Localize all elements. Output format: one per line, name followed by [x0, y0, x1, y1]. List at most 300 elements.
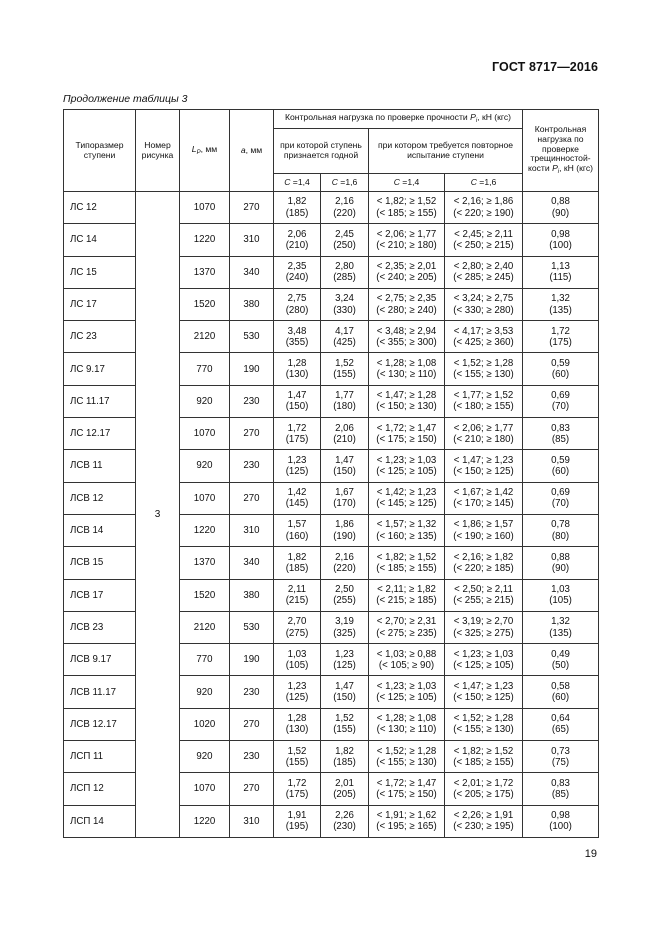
- crack-load-cell-kn: 1,32: [551, 616, 570, 628]
- crack-load-cell-kgf: (60): [551, 692, 570, 704]
- lp-cell: [180, 418, 230, 450]
- strength-load-prefix: Контрольная нагрузка по проверке прочности: [284, 112, 471, 123]
- step-size-cell: [64, 611, 136, 643]
- crack-load-cell: [523, 676, 599, 708]
- c14-accepted-cell-kn: 1,82: [287, 551, 307, 563]
- c14-accepted-cell-kn: 1,23: [287, 454, 307, 466]
- c14-retest-cell: [369, 741, 445, 773]
- c16-retest-cell: [445, 741, 523, 773]
- c16-accepted-cell-kgf: (210): [333, 433, 356, 445]
- c16-accepted-cell-kn: 1,52: [335, 713, 354, 725]
- c14-accepted-cell-kgf: (185): [285, 207, 309, 219]
- c16-retest-cell-kgf: (< 250; ≥ 215): [453, 239, 514, 251]
- c16-retest-cell-kgf: (< 285; ≥ 245): [453, 272, 514, 284]
- crack-load-cell: [523, 805, 599, 837]
- a-cell-value: 270: [243, 428, 260, 440]
- c16-accepted-cell-kn: 2,16: [335, 196, 354, 208]
- lp-cell: [180, 611, 230, 643]
- step-size-cell: [64, 514, 136, 546]
- step-size-cell: [64, 579, 136, 611]
- c14-retest-cell: [369, 288, 445, 320]
- c14-accepted-cell-kn: 1,52: [287, 745, 307, 757]
- c14-accepted-cell-kn: 1,28: [287, 713, 307, 725]
- c16-accepted-cell-kgf: (180): [333, 401, 356, 413]
- c16-accepted-cell-kgf: (220): [333, 562, 356, 574]
- step-size-cell: [64, 805, 136, 837]
- lp-cell-value: 1220: [193, 525, 216, 537]
- c16-accepted-cell-kn: 1,23: [335, 648, 354, 660]
- c16-retest-cell-kn: < 2,16; ≥ 1,86: [453, 196, 514, 208]
- c14-retest-cell-kgf: (< 155; ≥ 130): [376, 756, 437, 768]
- c16-accepted-cell-kn: 2,26: [335, 810, 354, 822]
- c16-accepted-cell: [321, 385, 369, 417]
- c16-accepted-cell-kn: 2,16: [335, 551, 354, 563]
- c14-retest-cell: [369, 418, 445, 450]
- c16-accepted-cell: [321, 450, 369, 482]
- c14-accepted-cell-kn: 2,11: [287, 584, 307, 596]
- step-size-cell-value: ЛСП 14: [70, 815, 104, 827]
- c16-accepted-cell-kgf: (170): [333, 498, 356, 510]
- c16-accepted-cell-kn: 3,19: [335, 616, 354, 628]
- step-size-cell-value: ЛСВ 9.17: [70, 654, 112, 666]
- crack-load-symbol: P: [552, 163, 558, 174]
- c16-retest-cell-kn: < 2,06; ≥ 1,77: [453, 422, 514, 434]
- step-size-cell-value: ЛС 12: [70, 202, 97, 214]
- c14-retest-cell: [369, 353, 445, 385]
- crack-load-cell-kgf: (75): [551, 756, 570, 768]
- crack-load-cell-kn: 1,72: [551, 325, 570, 337]
- c14-accepted-cell: [274, 741, 321, 773]
- c16-retest-cell-kn: < 2,45; ≥ 2,11: [454, 228, 513, 240]
- a-cell: [230, 353, 274, 385]
- c14-accepted-cell-kgf: (185): [285, 562, 309, 574]
- crack-load-cell: [523, 288, 599, 320]
- c14-retest-cell-kn: < 1,82; ≥ 1,52: [376, 196, 437, 208]
- step-size-cell-value: ЛСВ 11.17: [70, 686, 117, 698]
- c16-accepted-cell: [321, 708, 369, 740]
- c14-retest-cell-kgf: (< 150; ≥ 130): [376, 401, 437, 413]
- crack-load-cell-kn: 0,98: [551, 810, 570, 822]
- lp-cell: [180, 644, 230, 676]
- c16-retest-cell: [445, 644, 523, 676]
- header-c16-accepted: [321, 174, 369, 192]
- lp-cell-value: 1520: [193, 298, 216, 310]
- a-cell: [230, 676, 274, 708]
- document-code: ГОСТ 8717—2016: [492, 60, 598, 74]
- c16-accepted-cell: [321, 224, 369, 256]
- c16-accepted-cell: [321, 353, 369, 385]
- crack-load-cell: [523, 353, 599, 385]
- step-size-cell: [64, 288, 136, 320]
- c14-accepted-cell: [274, 482, 321, 514]
- c14-retest-cell-kgf: (< 105; ≥ 90): [378, 659, 435, 671]
- c14-retest-cell: [369, 192, 445, 224]
- crack-load-cell-kn: 0,88: [551, 196, 570, 208]
- crack-load-cell-kgf: (80): [551, 530, 570, 542]
- c16-accepted-cell: [321, 192, 369, 224]
- c16-retest-cell-kn: < 1,77; ≥ 1,52: [453, 390, 514, 402]
- c14-accepted-cell-kn: 2,75: [287, 293, 307, 305]
- c16-accepted-cell: [321, 611, 369, 643]
- c16-retest-cell: [445, 353, 523, 385]
- c16-retest-cell-kn: < 1,82; ≥ 1,52: [453, 745, 514, 757]
- c16-retest-cell-kgf: (< 230; ≥ 195): [453, 821, 514, 833]
- c16-retest-cell: [445, 579, 523, 611]
- crack-load-cell-kn: 0,49: [551, 648, 570, 660]
- a-cell: [230, 192, 274, 224]
- lp-cell-value: 1220: [193, 234, 216, 246]
- c14-accepted-cell-kn: 1,42: [287, 487, 307, 499]
- c16-retest-cell-kgf: (< 150; ≥ 125): [453, 466, 514, 478]
- c-symbol: C: [284, 176, 291, 187]
- c14-retest-cell: [369, 676, 445, 708]
- c14-retest-cell-kn: < 2,35; ≥ 2,01: [376, 261, 437, 273]
- table-row: [64, 192, 599, 224]
- c14-retest-cell-kn: < 1,82; ≥ 1,52: [376, 551, 437, 563]
- header-lp: [180, 110, 230, 192]
- header-step-size: Типоразмер ступени: [64, 110, 136, 192]
- a-cell-value: 380: [243, 589, 260, 601]
- lp-cell: [180, 450, 230, 482]
- c-value: =1,6: [476, 176, 497, 187]
- c16-retest-cell-kn: < 1,47; ≥ 1,23: [453, 454, 514, 466]
- crack-load-cell-kgf: (90): [551, 207, 570, 219]
- c14-retest-cell-kgf: (< 175; ≥ 150): [376, 433, 437, 445]
- crack-load-cell-kgf: (70): [551, 498, 570, 510]
- c14-accepted-cell: [274, 321, 321, 353]
- a-symbol: a: [240, 144, 246, 155]
- c16-accepted-cell-kn: 2,01: [335, 777, 354, 789]
- a-cell-value: 270: [243, 202, 260, 214]
- c14-retest-cell-kgf: (< 195; ≥ 165): [376, 821, 437, 833]
- lp-cell: [180, 321, 230, 353]
- header-c16-retest: [445, 174, 523, 192]
- lp-cell-value: 1370: [193, 557, 216, 569]
- c14-retest-cell-kgf: (< 130; ≥ 110): [376, 369, 437, 381]
- c16-retest-cell: [445, 482, 523, 514]
- c16-retest-cell: [445, 805, 523, 837]
- c14-retest-cell-kgf: (< 355; ≥ 300): [376, 336, 437, 348]
- c14-retest-cell: [369, 385, 445, 417]
- crack-load-cell-kn: 1,03: [551, 584, 570, 596]
- c16-accepted-cell: [321, 579, 369, 611]
- c14-retest-cell: [369, 708, 445, 740]
- crack-load-cell-kgf: (115): [549, 272, 572, 284]
- step-size-cell-value: ЛСВ 14: [70, 525, 104, 537]
- c16-retest-cell-kgf: (< 425; ≥ 360): [453, 336, 514, 348]
- c16-retest-cell: [445, 547, 523, 579]
- step-size-cell-value: ЛСП 12: [70, 783, 104, 795]
- crack-load-cell: [523, 773, 599, 805]
- lp-cell-value: 920: [196, 686, 213, 698]
- c14-retest-cell-kgf: (< 175; ≥ 150): [376, 788, 437, 800]
- lp-cell: [180, 579, 230, 611]
- crack-load-cell-kgf: (100): [549, 821, 572, 833]
- c14-accepted-cell-kgf: (155): [285, 756, 309, 768]
- step-size-cell: [64, 676, 136, 708]
- crack-load-suffix: , кН (кгс): [559, 163, 593, 174]
- c14-accepted-cell: [274, 611, 321, 643]
- c16-accepted-cell-kn: 2,45: [335, 228, 354, 240]
- c16-retest-cell: [445, 676, 523, 708]
- a-cell: [230, 514, 274, 546]
- table-header: [64, 110, 599, 192]
- step-size-cell-value: ЛС 9.17: [70, 363, 105, 375]
- lp-subscript: P: [196, 149, 201, 156]
- c14-accepted-cell-kn: 3,48: [287, 325, 307, 337]
- step-size-cell-value: ЛСВ 17: [70, 589, 104, 601]
- c14-retest-cell-kn: < 2,11; ≥ 1,82: [377, 584, 436, 596]
- step-size-cell-value: ЛСВ 23: [70, 621, 104, 633]
- crack-load-cell: [523, 579, 599, 611]
- c14-accepted-cell: [274, 256, 321, 288]
- header-c14-accepted: [274, 174, 321, 192]
- crack-load-cell: [523, 192, 599, 224]
- c16-accepted-cell-kn: 1,52: [335, 357, 354, 369]
- step-size-cell: [64, 256, 136, 288]
- c14-retest-cell-kn: < 1,28; ≥ 1,08: [376, 713, 437, 725]
- lp-cell: [180, 256, 230, 288]
- c-value: =1,4: [399, 176, 420, 187]
- step-size-cell: [64, 773, 136, 805]
- c16-accepted-cell: [321, 321, 369, 353]
- crack-load-prefix: Контрольная нагрузка по проверке трещинностой-кости: [528, 123, 591, 174]
- c14-accepted-cell-kgf: (105): [285, 659, 309, 671]
- crack-load-cell-kn: 0,64: [551, 713, 570, 725]
- c16-accepted-cell-kn: 1,67: [335, 487, 354, 499]
- header-c14-retest: [369, 174, 445, 192]
- step-size-cell: [64, 418, 136, 450]
- c16-accepted-cell-kgf: (185): [333, 756, 356, 768]
- c14-retest-cell-kn: < 2,75; ≥ 2,35: [376, 293, 437, 305]
- c16-retest-cell-kgf: (< 155; ≥ 130): [453, 724, 514, 736]
- a-cell: [230, 288, 274, 320]
- c16-retest-cell: [445, 611, 523, 643]
- crack-load-cell-kgf: (175): [549, 336, 572, 348]
- c14-retest-cell: [369, 611, 445, 643]
- lp-cell: [180, 385, 230, 417]
- c16-retest-cell-kgf: (< 210; ≥ 180): [453, 433, 514, 445]
- crack-load-cell-kn: 0,73: [551, 745, 570, 757]
- c14-accepted-cell: [274, 288, 321, 320]
- c14-accepted-cell-kgf: (195): [285, 821, 309, 833]
- c16-accepted-cell: [321, 805, 369, 837]
- c16-retest-cell: [445, 288, 523, 320]
- c14-accepted-cell: [274, 514, 321, 546]
- step-size-cell: [64, 353, 136, 385]
- c14-retest-cell-kn: < 1,03; ≥ 0,88: [376, 648, 437, 660]
- c14-accepted-cell: [274, 708, 321, 740]
- crack-load-cell-kgf: (85): [551, 788, 570, 800]
- c16-retest-cell-kgf: (< 190; ≥ 160): [453, 530, 514, 542]
- a-cell-value: 230: [243, 686, 260, 698]
- c14-accepted-cell-kgf: (125): [285, 692, 309, 704]
- c14-accepted-cell-kgf: (175): [285, 788, 309, 800]
- c16-retest-cell: [445, 385, 523, 417]
- c16-retest-cell-kn: < 2,26; ≥ 1,91: [453, 810, 514, 822]
- c16-accepted-cell: [321, 288, 369, 320]
- c16-accepted-cell-kgf: (205): [333, 788, 356, 800]
- c16-retest-cell: [445, 773, 523, 805]
- step-size-cell-value: ЛС 15: [70, 266, 97, 278]
- c16-accepted-cell-kgf: (250): [333, 239, 356, 251]
- c16-accepted-cell: [321, 741, 369, 773]
- c14-accepted-cell: [274, 385, 321, 417]
- a-cell-value: 190: [243, 654, 260, 666]
- c16-accepted-cell: [321, 773, 369, 805]
- step-size-cell: [64, 708, 136, 740]
- c14-accepted-cell: [274, 579, 321, 611]
- c14-retest-cell-kgf: (< 215; ≥ 185): [376, 595, 437, 607]
- lp-cell-value: 920: [196, 751, 213, 763]
- c16-accepted-cell-kgf: (230): [333, 821, 356, 833]
- step-size-cell-value: ЛСП 11: [70, 751, 104, 763]
- c16-retest-cell: [445, 514, 523, 546]
- lp-cell-value: 1070: [193, 492, 216, 504]
- a-cell: [230, 708, 274, 740]
- c14-retest-cell: [369, 482, 445, 514]
- c16-retest-cell: [445, 708, 523, 740]
- c16-retest-cell-kn: < 1,86; ≥ 1,57: [453, 519, 514, 531]
- c14-retest-cell-kn: < 2,70; ≥ 2,31: [376, 616, 437, 628]
- a-cell-value: 270: [243, 492, 260, 504]
- c14-retest-cell: [369, 547, 445, 579]
- lp-cell-value: 1020: [193, 718, 216, 730]
- step-size-cell: [64, 224, 136, 256]
- lp-cell-value: 920: [196, 460, 213, 472]
- crack-load-cell-kn: 1,13: [551, 261, 570, 273]
- crack-load-cell-kn: 0,69: [551, 487, 570, 499]
- crack-load-cell-kgf: (65): [551, 724, 570, 736]
- c14-accepted-cell-kn: 1,91: [287, 810, 307, 822]
- c16-retest-cell-kgf: (< 325; ≥ 275): [453, 627, 514, 639]
- c14-accepted-cell: [274, 773, 321, 805]
- c14-retest-cell: [369, 644, 445, 676]
- a-cell-value: 310: [243, 525, 260, 537]
- c14-accepted-cell: [274, 450, 321, 482]
- step-size-cell-value: ЛСВ 12: [70, 492, 104, 504]
- c14-accepted-cell-kgf: (175): [285, 433, 309, 445]
- c14-retest-cell: [369, 805, 445, 837]
- step-size-cell-value: ЛСВ 11: [70, 460, 103, 472]
- a-cell-value: 270: [243, 718, 260, 730]
- a-cell-value: 380: [243, 298, 260, 310]
- step-size-cell-value: ЛСВ 12.17: [70, 718, 117, 730]
- c16-retest-cell: [445, 224, 523, 256]
- step-size-cell-value: ЛС 14: [70, 234, 97, 246]
- c16-retest-cell-kn: < 1,23; ≥ 1,03: [453, 648, 514, 660]
- lp-cell: [180, 773, 230, 805]
- lp-cell-value: 770: [196, 654, 213, 666]
- step-size-cell: [64, 321, 136, 353]
- c16-retest-cell: [445, 450, 523, 482]
- a-cell: [230, 385, 274, 417]
- c14-accepted-cell-kgf: (275): [285, 627, 309, 639]
- a-cell-value: 230: [243, 460, 260, 472]
- c14-retest-cell-kn: < 1,57; ≥ 1,32: [376, 519, 437, 531]
- header-retest-required: при котором требуется повторное испытание ступени: [369, 129, 523, 174]
- step-size-cell: [64, 450, 136, 482]
- c14-retest-cell-kgf: (< 160; ≥ 135): [376, 530, 437, 542]
- crack-load-cell-kgf: (85): [551, 433, 570, 445]
- c14-retest-cell-kgf: (< 210; ≥ 180): [376, 239, 437, 251]
- a-cell: [230, 579, 274, 611]
- crack-load-cell-kgf: (100): [549, 239, 572, 251]
- lp-cell-value: 1220: [193, 815, 216, 827]
- c16-accepted-cell-kgf: (220): [333, 207, 356, 219]
- c14-retest-cell: [369, 321, 445, 353]
- c16-retest-cell-kn: < 3,24; ≥ 2,75: [453, 293, 514, 305]
- c14-retest-cell-kn: < 1,91; ≥ 1,62: [376, 810, 437, 822]
- lp-cell-value: 1070: [193, 428, 216, 440]
- crack-load-cell-kn: 0,59: [551, 357, 570, 369]
- c14-accepted-cell-kgf: (240): [285, 272, 309, 284]
- c16-accepted-cell: [321, 514, 369, 546]
- a-cell: [230, 773, 274, 805]
- c14-accepted-cell-kgf: (210): [285, 239, 309, 251]
- c-value: =1,4: [290, 176, 310, 187]
- c14-retest-cell: [369, 256, 445, 288]
- c16-accepted-cell-kn: 4,17: [335, 325, 354, 337]
- header-strength-load: [274, 110, 523, 129]
- lp-cell-value: 1070: [193, 202, 216, 214]
- c14-accepted-cell: [274, 547, 321, 579]
- crack-load-cell-kn: 0,59: [551, 454, 570, 466]
- step-size-cell-value: ЛС 23: [70, 331, 97, 343]
- lp-cell: [180, 708, 230, 740]
- a-cell: [230, 321, 274, 353]
- c16-accepted-cell-kn: 1,47: [335, 680, 354, 692]
- c14-retest-cell-kn: < 1,28; ≥ 1,08: [376, 357, 437, 369]
- c16-retest-cell-kn: < 2,16; ≥ 1,82: [453, 551, 514, 563]
- c16-retest-cell-kgf: (< 330; ≥ 280): [453, 304, 514, 316]
- c14-accepted-cell-kn: 1,23: [287, 680, 307, 692]
- a-cell-value: 270: [243, 783, 260, 795]
- a-cell-value: 530: [243, 621, 260, 633]
- c14-accepted-cell: [274, 192, 321, 224]
- c14-retest-cell-kn: < 3,48; ≥ 2,94: [376, 325, 437, 337]
- lp-cell: [180, 514, 230, 546]
- lp-cell: [180, 547, 230, 579]
- c14-accepted-cell-kgf: (125): [285, 466, 309, 478]
- c14-retest-cell-kgf: (< 275; ≥ 235): [376, 627, 437, 639]
- c16-accepted-cell-kn: 1,86: [335, 519, 354, 531]
- header-step-accepted: при которой ступень признается годной: [274, 129, 369, 174]
- c14-retest-cell-kn: < 1,72; ≥ 1,47: [376, 777, 437, 789]
- c14-retest-cell-kn: < 1,42; ≥ 1,23: [376, 487, 437, 499]
- c16-retest-cell-kgf: (< 220; ≥ 185): [453, 562, 514, 574]
- lp-cell: [180, 288, 230, 320]
- load-table: [63, 109, 599, 838]
- c16-retest-cell-kgf: (< 205; ≥ 175): [453, 788, 514, 800]
- lp-cell-value: 1370: [193, 266, 216, 278]
- page-number: 19: [584, 848, 597, 860]
- c14-accepted-cell-kgf: (215): [285, 595, 309, 607]
- c14-retest-cell-kgf: (< 280; ≥ 240): [376, 304, 437, 316]
- crack-load-cell-kgf: (50): [551, 659, 570, 671]
- a-cell-value: 310: [243, 234, 260, 246]
- a-cell: [230, 450, 274, 482]
- c16-accepted-cell-kgf: (190): [333, 530, 356, 542]
- c-symbol: C: [331, 176, 338, 187]
- c16-accepted-cell-kn: 2,80: [335, 261, 354, 273]
- c-value: =1,6: [337, 176, 358, 187]
- lp-unit: , мм: [200, 143, 218, 154]
- c16-retest-cell: [445, 321, 523, 353]
- c16-accepted-cell-kn: 1,47: [335, 454, 354, 466]
- lp-cell: [180, 482, 230, 514]
- c16-retest-cell-kn: < 2,50; ≥ 2,11: [454, 584, 513, 596]
